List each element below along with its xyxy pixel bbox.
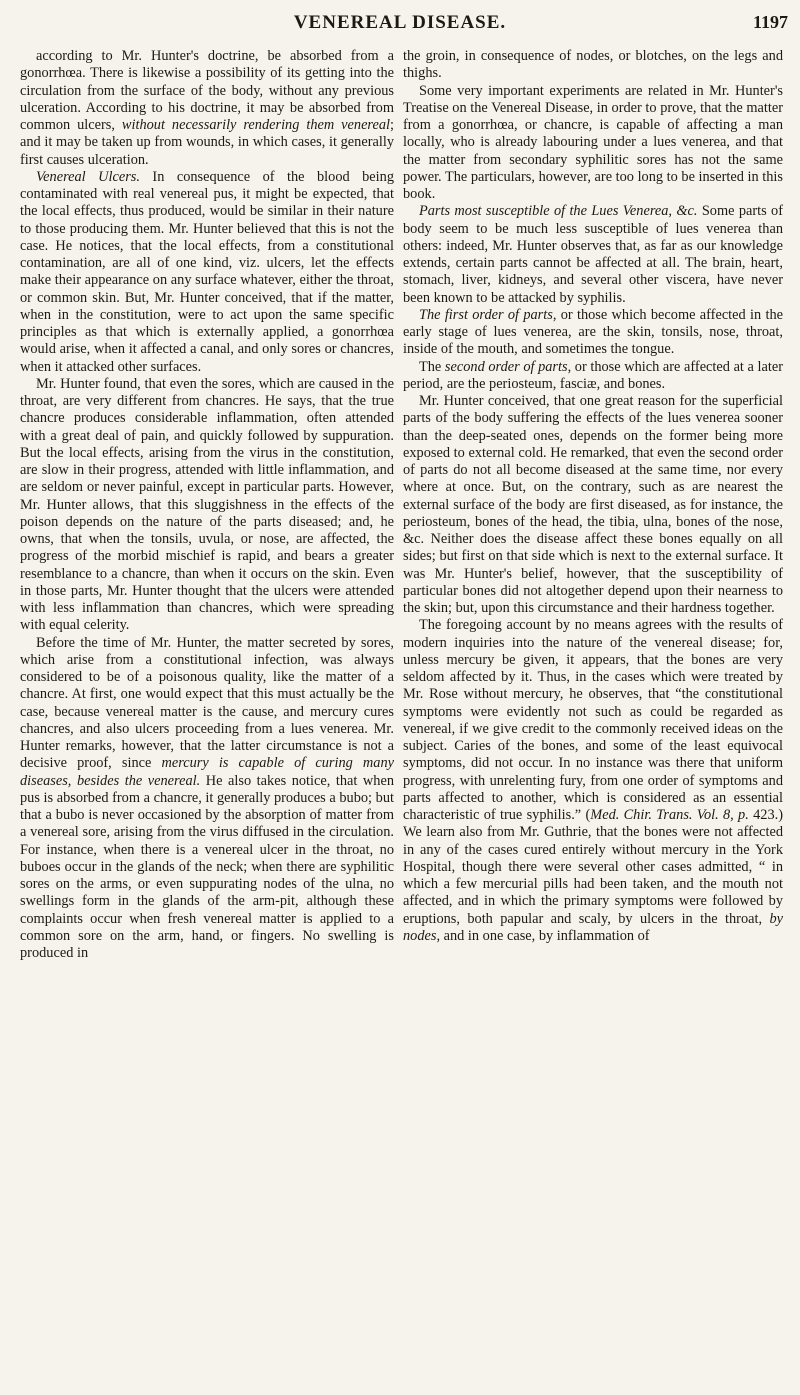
left-column bbox=[20, 48, 394, 962]
text-run: In consequence of the blood being contaminated with real venereal pus, it might be expected, that the local effects, thus produced, would be similar in their nature to those producing them. Mr. Hunter believed that this is not the case. He notices, that the local effects, from a constitutional contamination, are all of one kind, viz. ulcers, let the effects make their appearance on any surface whatever, either the throat, or common skin. But, Mr. Hunter conceived, that if the matter, when in the constitution, were to act upon the same specific principles as that which is externally applied, a gonorrhœa would arise, when it affected a canal, and only sores or chancres, when it attacked other surfaces. bbox=[20, 168, 395, 375]
paragraph bbox=[403, 307, 783, 359]
text-run: , or those which become affected in the early stage of lues venerea, are the skin, tonsils, nose, throat, inside of the mouth, and sometimes the tongue. bbox=[403, 306, 783, 358]
text-run: Mr. Hunter conceived, that one great reason for the superficial parts of the body suffering the effects of the lues venerea sooner than the deep-seated ones, depends on the former being more exposed to external cold. He remarked, that even the second order of parts do not all become diseased at the same time, nor every where at once. But, on the contrary, such as are nearest the external surface of the body are first diseased, as for instance, the periosteum, bones of the head, the tibia, ulna, bones of the nose, &c. Neither does the disease affect these bones equally on all sides; but first on that side which is next to the external surface. It was Mr. Hunter's belief, however, that the susceptibility of particular bones did not altogether depend upon their nearness to the skin; but, upon this circumstance and their hardness together. bbox=[403, 393, 783, 616]
text-run: The bbox=[419, 358, 445, 375]
paragraph bbox=[20, 635, 394, 963]
italic-text: Parts most susceptible of the Lues Venerea, &c. bbox=[419, 203, 698, 220]
text-run: Before the time of Mr. Hunter, the matter secreted by sores, which arise from a constitutional infection, was always considered to be of a poisonous quality, like the matter of a chancre. At first, one would expect that this must actually be the case, because venereal matter is the cause, and mercury cures chancres, and also ulcers proceeding from a lues venerea. Mr. Hunter remarks, however, that the latter circumstance is not a decisive proof, since bbox=[20, 634, 394, 772]
text-run: 423.) We learn also from Mr. Guthrie, that the bones were not affected in any of the cases cured entirely without mercury in the York Hospital, though there were several other cases admitted, “ in which a few mercurial pills had been taken, and the mouth not affected, and in which the primary symptoms were followed by eruptions, both papular and scaly, by ulcers in the throat, bbox=[403, 807, 784, 927]
text-run: , and in one case, by inflammation of bbox=[436, 927, 650, 944]
italic-text: without necessarily rendering them venereal bbox=[121, 117, 391, 133]
italic-text: by nodes bbox=[403, 910, 783, 944]
running-head: VENEREAL DISEASE. bbox=[293, 12, 507, 33]
paragraph bbox=[20, 169, 394, 376]
text-run: Some parts of body seem to be much less susceptible of lues venerea than others: indeed, Mr. Hunter observes that, as far as our knowledge extends, certain parts cannot be affected at all. The brain, heart, stomach, liver, kidneys, and several other viscera, have never been known to be attacked by syphilis. bbox=[403, 203, 784, 306]
text-run: The foregoing account by no means agrees with the results of modern inquiries into the nature of the venereal disease; for, unless mercury be given, it appears, that the bones are very seldom affected by it. Thus, in the cases which were treated by Mr. Rose without mercury, he observes, that “the constitutional symptoms were evidently not such as could be regarded as venereal, if we give credit to the commonly received ideas on the subject. Caries of the bones, and some of the least equivocal symptoms, did not occur. In no instance was there that uniform progress, with unrelenting fury, from one order of symptoms and parts affected to another, which is considered as an essential characteristic of true syphilis.” ( bbox=[403, 617, 783, 823]
paragraph bbox=[403, 393, 783, 617]
text-run: the groin, in consequence of nodes, or blotches, on the legs and thighs. bbox=[403, 48, 783, 82]
text-run: ; and it may be taken up from wounds, in which cases, it generally first causes ulceration. bbox=[20, 117, 395, 168]
text-run: He also takes notice, that when pus is absorbed from a chancre, it generally produces a bubo; but that a bubo is never occasioned by the absorption of matter from a venereal sore, arising from the virus diffused in the circulation. For instance, when there is a venereal ulcer in the throat, no buboes occur in the glands of the neck; when there are syphilitic sores on the arms, or even suppurating nodes of the ulna, no swellings form in the glands of the arm-pit, although these complaints occur when fresh venereal matter is applied to a common sore on the arm, hand, or fingers. No swelling is produced in bbox=[20, 772, 394, 961]
text-run: , or those which are affected at a later period, are the periosteum, fasciæ, and bones. bbox=[403, 358, 783, 392]
paragraph bbox=[403, 83, 783, 204]
page-number: 1197 bbox=[752, 12, 788, 32]
paragraph bbox=[403, 617, 783, 945]
italic-text: Med. Chir. Trans. Vol. 8, p. bbox=[590, 807, 749, 823]
paragraph bbox=[403, 203, 783, 307]
paragraph bbox=[20, 48, 394, 169]
text-run: Mr. Hunter found, that even the sores, which are caused in the throat, are very different from chancres. He says, that the true chancre produces considerable inflammation, often attended with a great deal of pain, and quickly followed by suppuration. But the local effects, arising from the virus in the constitution, are slow in their progress, attended with little inflammation, and are seldom or never painful, except in particular parts. However, Mr. Hunter allows, that this sluggishness in the effects of the poison depends on the nature of the parts diseased; and, he owns, that when the tonsils, uvula, or nose, are affected, the progress of the morbid mischief is rapid, and bears a greater resemblance to a chancre, than when it occurs on the skin. Even in those parts, Mr. Hunter thought that the ulcers were attended with less inflammation than chancres, which were spreading with equal celerity. bbox=[20, 375, 394, 634]
page-header bbox=[0, 6, 800, 40]
text-run: according to Mr. Hunter's doctrine, be absorbed from a gonorrhœa. There is likewise a possibility of its getting into the circulation from the surface of the body, without any previous ulceration. According to his doctrine, it may be absorbed from common ulcers, bbox=[20, 48, 394, 133]
italic-text: The first order of parts bbox=[419, 306, 553, 323]
paragraph bbox=[403, 48, 783, 83]
paragraph bbox=[403, 359, 783, 394]
italic-text: Venereal Ulcers. bbox=[36, 168, 140, 185]
text-run: Some very important experiments are related in Mr. Hunter's Treatise on the Venereal Disease, in order to prove, that the matter from a gonorrhœa, or chancre, is capable of affecting a man locally, who is already labouring under a lues venerea, and that the matter from secondary syphilitic sores has not the same power. The particulars, however, are too long to be inserted in this book. bbox=[403, 82, 783, 202]
right-column bbox=[403, 48, 783, 945]
italic-text: mercury is capable of curing many diseases, besides the venereal. bbox=[20, 755, 394, 789]
italic-text: second order of parts bbox=[444, 358, 568, 375]
paragraph bbox=[20, 376, 394, 635]
